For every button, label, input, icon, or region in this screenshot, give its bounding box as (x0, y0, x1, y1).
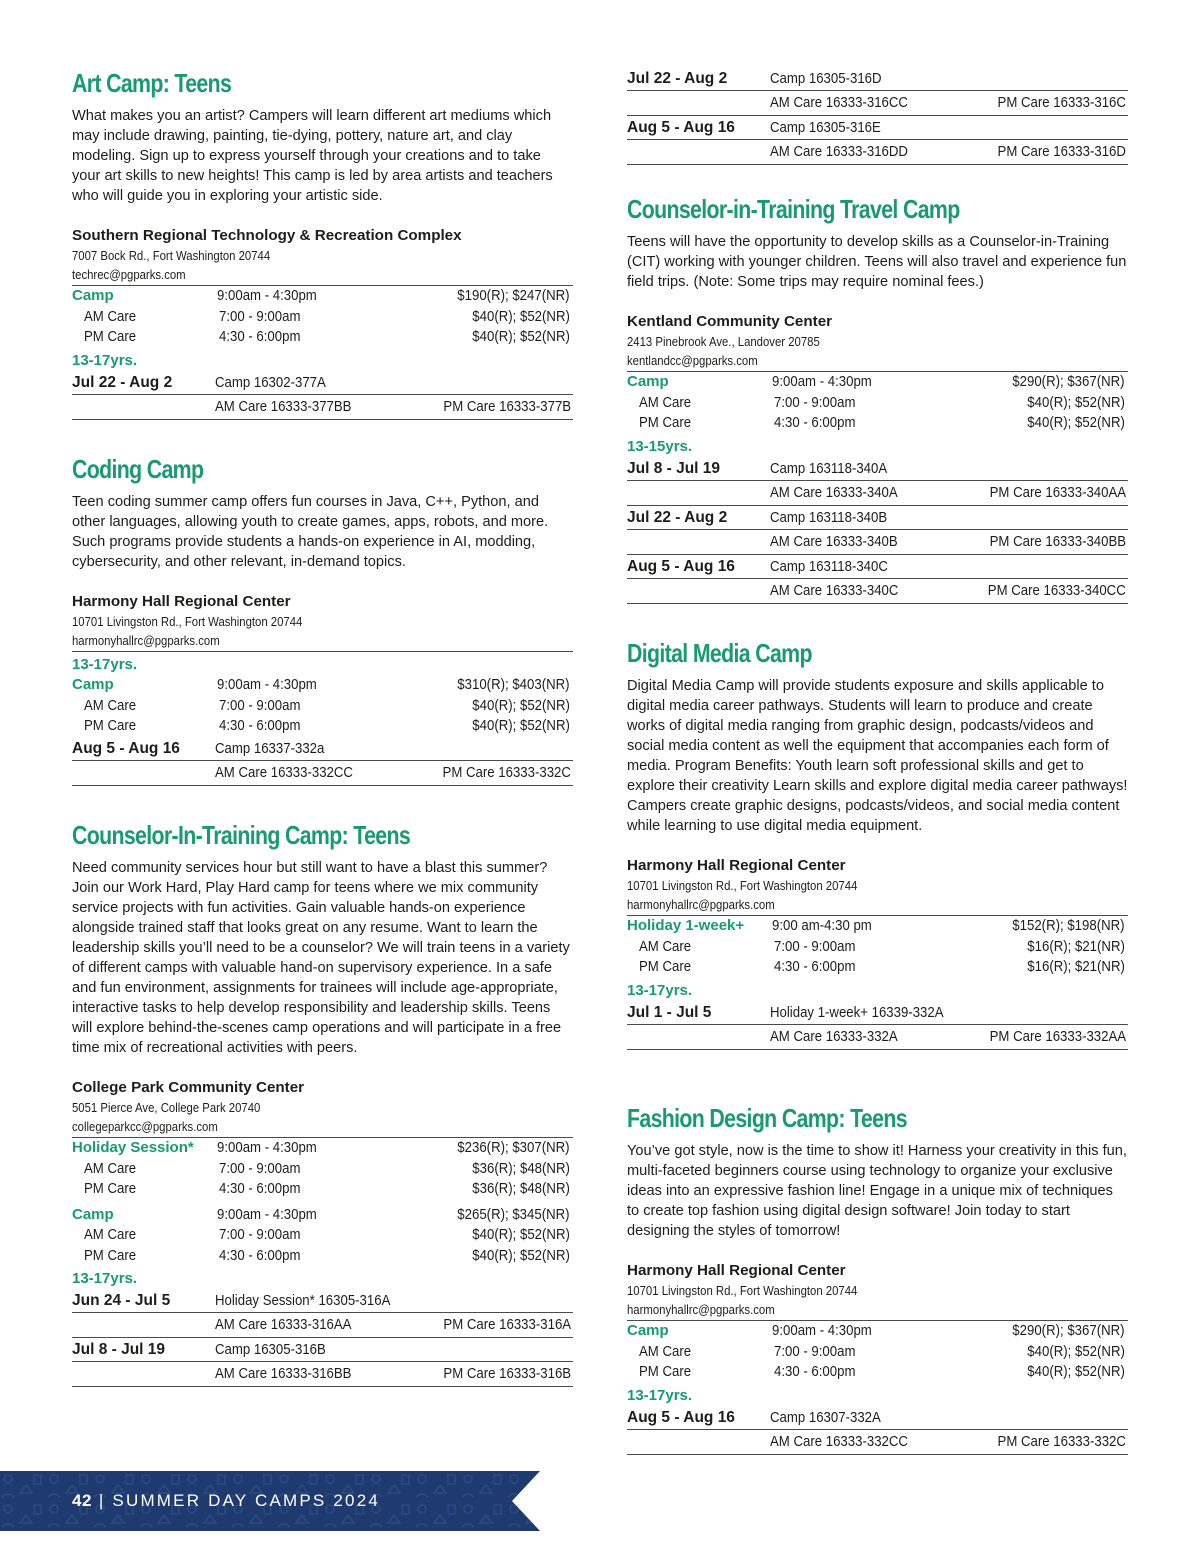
fee-label: PM Care (84, 1180, 137, 1197)
section-description: Teen coding summer camp offers fun courses in Java, C++, Python, and other languages, allowing youth to create games, apps, robots, and more. Such programs provide students a hands-on experience in AI, modding, cybersecurity, and other relevant, in-demand topics. (72, 494, 549, 570)
location-name: Kentland Community Center (627, 313, 833, 330)
cit-travel-camp-section (627, 192, 1128, 604)
session-date: Jul 22 - Aug 2 (627, 508, 728, 526)
fee-row (627, 957, 1128, 978)
fee-time: 4:30 - 6:00pm (219, 328, 301, 345)
schedule-table (627, 915, 1128, 1050)
fee-time: 9:00am - 4:30pm (772, 1322, 872, 1339)
page-number: 42 (72, 1491, 92, 1510)
age-range: 13-17yrs. (627, 981, 693, 999)
fee-time: 9:00am - 4:30pm (217, 1205, 317, 1223)
fee-row (72, 286, 573, 307)
fee-amount: $190(R); $247(NR) (457, 287, 570, 304)
session-code: Camp 16307-332A (770, 1408, 881, 1426)
location-name: Harmony Hall Regional Center (627, 857, 846, 874)
pm-care-code: PM Care 16333-332C (442, 763, 571, 781)
session-row (627, 457, 1128, 481)
schedule-table (627, 371, 1128, 604)
care-codes-row (627, 530, 1128, 555)
fee-label: AM Care (84, 307, 137, 325)
session-code: Camp 16337-332a (215, 739, 325, 757)
session-date: Jun 24 - Jul 5 (72, 1292, 171, 1309)
care-codes-row (72, 1313, 573, 1338)
fee-row (627, 916, 1128, 937)
schedule-table (627, 1320, 1128, 1455)
location-name: Harmony Hall Regional Center (72, 593, 291, 610)
coding-camp-section (72, 452, 573, 786)
fee-label: AM Care (639, 937, 692, 955)
am-care-code: AM Care 16333-316CC (770, 94, 908, 111)
fee-time: 4:30 - 6:00pm (219, 717, 301, 734)
fee-amount: $290(R); $367(NR) (1012, 1322, 1125, 1339)
care-codes-row (627, 579, 1128, 604)
fee-time: 4:30 - 6:00pm (774, 958, 856, 975)
fee-amount: $40(R); $52(NR) (472, 717, 570, 734)
fee-label: PM Care (84, 328, 137, 345)
footer-text (72, 1491, 380, 1511)
care-codes-row (627, 140, 1128, 165)
footer-separator: | (98, 1491, 106, 1510)
fee-time: 7:00 - 9:00am (219, 307, 301, 325)
fee-label: Camp (72, 287, 114, 304)
session-code: Camp 163118-340A (770, 459, 888, 477)
am-care-code: AM Care 16333-316BB (215, 1365, 352, 1382)
fee-row (627, 393, 1128, 414)
care-codes-row (627, 481, 1128, 506)
fee-label: Camp (72, 676, 114, 693)
fee-row (627, 1342, 1128, 1363)
fee-time: 9:00am - 4:30pm (217, 1139, 317, 1156)
fee-label: AM Care (84, 1226, 137, 1243)
pm-care-code: PM Care 16333-316C (997, 94, 1126, 111)
session-date: Aug 5 - Aug 16 (72, 739, 180, 757)
pm-care-code: PM Care 16333-316D (997, 143, 1126, 160)
location-name: College Park Community Center (72, 1079, 305, 1096)
pm-care-code: PM Care 16333-377B (443, 397, 571, 415)
age-range: 13-17yrs. (72, 1270, 138, 1287)
publication-title: SUMMER DAY CAMPS 2024 (112, 1491, 381, 1510)
session-row (627, 116, 1128, 140)
fee-time: 4:30 - 6:00pm (219, 1180, 301, 1197)
section-description: What makes you an artist? Campers will learn different art mediums which may include drawing, painting, tie-dying, pottery, nature art, and clay modeling. Sign up to express yourself through your creations and to take your art skills to new heights! This camp is led by area artists and teachers who will guide you in exploring your artistic side. (72, 108, 553, 204)
art-camp-section (72, 66, 573, 420)
session-date: Jul 22 - Aug 2 (72, 373, 173, 391)
fee-row (72, 1205, 573, 1226)
care-codes-row (627, 1025, 1128, 1050)
digital-media-camp-section (627, 636, 1128, 1050)
fee-time: 4:30 - 6:00pm (774, 1363, 856, 1380)
fee-label: Holiday 1-week+ (627, 917, 745, 934)
fee-label: PM Care (639, 414, 692, 431)
fee-row (627, 1362, 1128, 1383)
session-row (627, 1001, 1128, 1025)
fee-amount: $36(R); $48(NR) (472, 1159, 570, 1177)
location-name: Harmony Hall Regional Center (627, 1262, 846, 1279)
pm-care-code: PM Care 16333-340CC (988, 581, 1126, 599)
location-email[interactable]: harmonyhallrc@pgparks.com (627, 1302, 775, 1317)
fee-label: Holiday Session* (72, 1139, 194, 1156)
fee-row (627, 372, 1128, 393)
fee-amount: $236(R); $307(NR) (457, 1139, 570, 1156)
fee-label: PM Care (639, 958, 692, 975)
fee-amount: $40(R); $52(NR) (1027, 414, 1125, 431)
fee-time: 7:00 - 9:00am (219, 1226, 301, 1243)
fee-row (72, 1179, 573, 1200)
fee-time: 9:00 am-4:30 pm (772, 917, 872, 934)
fee-amount: $40(R); $52(NR) (472, 1226, 570, 1243)
fee-row (72, 1225, 573, 1246)
session-code: Camp 16305-316E (770, 119, 881, 136)
am-care-code: AM Care 16333-340A (770, 483, 898, 501)
location-address: 10701 Livingston Rd., Fort Washington 20744 (72, 614, 303, 629)
session-row (72, 1338, 573, 1362)
fee-amount: $310(R); $403(NR) (457, 676, 570, 693)
fee-amount: $290(R); $367(NR) (1012, 373, 1125, 390)
fee-time: 4:30 - 6:00pm (219, 1246, 301, 1264)
fee-row (72, 716, 573, 737)
fee-amount: $40(R); $52(NR) (1027, 1363, 1125, 1380)
pm-care-code: PM Care 16333-332C (997, 1432, 1126, 1450)
am-care-code: AM Care 16333-340B (770, 532, 898, 550)
session-row (72, 371, 573, 395)
fee-label: AM Care (84, 1159, 137, 1177)
fee-row (72, 1159, 573, 1180)
fee-amount: $40(R); $52(NR) (1027, 393, 1125, 411)
session-code: Holiday Session* 16305-316A (215, 1292, 391, 1309)
fee-amount: $152(R); $198(NR) (1012, 917, 1125, 934)
fee-row (72, 1138, 573, 1159)
section-description: Digital Media Camp will provide students exposure and skills applicable to digital media career pathways. Students will learn to produce and create works of digital media ranging from graphic design, podcasts/videos and social media content as well the equipment that accompanies each form of media. Program Benefits: Youth learn soft professional skills and get to explore their creativity Learn skills and explore digital media career pathways! Campers create graphic designs, podcasts/videos, and social media content while learning to use digital media equipment. (627, 678, 1128, 834)
section-title: Counselor-In-Training Camp: Teens (72, 820, 411, 850)
fee-amount: $265(R); $345(NR) (457, 1205, 570, 1223)
fee-label: PM Care (84, 717, 137, 734)
session-row (627, 506, 1128, 530)
section-description: You’ve got style, now is the time to show it! Harness your creativity in this fun, multi-faceted beginners course using technology to organize your exclusive ideas into an expressive fashion line! Engage in a unique mix of techniques to create top fashion using digital design software! Join today to start designing the styles of tomorrow! (627, 1143, 1127, 1239)
fee-time: 9:00am - 4:30pm (217, 676, 317, 693)
location-name: Southern Regional Technology & Recreation Complex (72, 227, 462, 244)
location-email[interactable]: techrec@pgparks.com (72, 267, 186, 282)
pm-care-code: PM Care 16333-332AA (989, 1027, 1126, 1045)
schedule-table (72, 1137, 573, 1387)
session-code: Camp 16305-316D (770, 70, 882, 87)
fee-label: Camp (72, 1205, 114, 1223)
age-range: 13-15yrs. (627, 437, 693, 455)
am-care-code: AM Care 16333-377BB (215, 397, 352, 415)
care-codes-row (627, 91, 1128, 116)
fee-amount: $40(R); $52(NR) (472, 696, 570, 714)
fee-amount: $40(R); $52(NR) (1027, 1342, 1125, 1360)
session-date: Aug 5 - Aug 16 (627, 119, 735, 136)
fee-label: PM Care (84, 1246, 137, 1264)
fee-label: Camp (627, 1322, 669, 1339)
session-row (72, 1289, 573, 1313)
session-date: Jul 8 - Jul 19 (627, 459, 721, 477)
care-codes-row (627, 1430, 1128, 1455)
session-date: Jul 22 - Aug 2 (627, 70, 728, 87)
location-email[interactable]: harmonyhallrc@pgparks.com (627, 897, 775, 912)
section-description: Need community services hour but still want to have a blast this summer? Join our Work Hard, Play Hard camp for teens where we mix community service projects with fun activities. Gain valuable hands-on experience alongside trained staff that looks great on any resume. Want to learn the leadership skills you’ll need to be a counselor? We will train teens in a variety of different camps with valuable hand-on supervisory experience. In a safe and fun environment, assignments for trainees will include age-appropriate, interactive tasks to help develop responsibility and leadership skills. Teens will explore behind-the-scenes camp operations and will participate in a free time mix of recreational activities with peers. (72, 860, 570, 1056)
pm-care-code: PM Care 16333-316B (443, 1365, 571, 1382)
fee-label: AM Care (639, 393, 692, 411)
session-row (627, 555, 1128, 579)
section-title: Coding Camp (72, 454, 204, 484)
am-care-code: AM Care 16333-340C (770, 581, 899, 599)
session-row (627, 1406, 1128, 1430)
fee-row (72, 307, 573, 328)
fee-row (72, 675, 573, 696)
care-codes-row (72, 395, 573, 420)
am-care-code: AM Care 16333-332CC (770, 1432, 908, 1450)
location-email[interactable]: collegeparkcc@pgparks.com (72, 1119, 218, 1134)
location-address: 7007 Bock Rd., Fort Washington 20744 (72, 248, 271, 263)
section-title: Counselor-in-Training Travel Camp (627, 194, 960, 224)
am-care-code: AM Care 16333-316DD (770, 143, 908, 160)
fee-label: Camp (627, 373, 669, 390)
session-code: Camp 163118-340B (770, 508, 888, 526)
session-date: Aug 5 - Aug 16 (627, 557, 735, 575)
schedule-table (72, 285, 573, 420)
fee-amount: $40(R); $52(NR) (472, 307, 570, 325)
fee-label: AM Care (639, 1342, 692, 1360)
location-address: 10701 Livingston Rd., Fort Washington 20744 (627, 878, 858, 893)
fee-time: 7:00 - 9:00am (774, 1342, 856, 1360)
fee-time: 7:00 - 9:00am (219, 1159, 301, 1177)
section-title: Fashion Design Camp: Teens (627, 1103, 907, 1133)
pm-care-code: PM Care 16333-316A (443, 1316, 571, 1333)
session-code: Holiday 1-week+ 16339-332A (770, 1003, 944, 1021)
location-email[interactable]: harmonyhallrc@pgparks.com (72, 633, 220, 648)
fee-amount: $40(R); $52(NR) (472, 328, 570, 345)
session-date: Jul 8 - Jul 19 (72, 1341, 166, 1358)
session-row (627, 67, 1128, 91)
age-range: 13-17yrs. (72, 351, 138, 369)
fee-label: AM Care (84, 696, 137, 714)
age-range: 13-17yrs. (72, 656, 138, 673)
fashion-design-camp-section (627, 1101, 1128, 1455)
location-address: 2413 Pinebrook Ave., Landover 20785 (627, 334, 820, 349)
pm-care-code: PM Care 16333-340AA (989, 483, 1126, 501)
section-description: Teens will have the opportunity to develop skills as a Counselor-in-Training (CIT) working with younger children. Teens will also travel and experience fun field trips. (Note: Some trips may require nominal fees.) (627, 234, 1127, 290)
fee-time: 7:00 - 9:00am (219, 696, 301, 714)
am-care-code: AM Care 16333-316AA (215, 1316, 352, 1333)
am-care-code: AM Care 16333-332CC (215, 763, 353, 781)
location-address: 5051 Pierce Ave, College Park 20740 (72, 1100, 261, 1115)
location-address: 10701 Livingston Rd., Fort Washington 20744 (627, 1283, 858, 1298)
section-title: Art Camp: Teens (72, 68, 232, 98)
am-care-code: AM Care 16333-332A (770, 1027, 898, 1045)
fee-amount: $16(R); $21(NR) (1027, 958, 1125, 975)
care-codes-row (72, 761, 573, 786)
fee-row (627, 937, 1128, 958)
fee-row (627, 1321, 1128, 1342)
section-title: Digital Media Camp (627, 638, 812, 668)
fee-row (627, 413, 1128, 434)
fee-time: 7:00 - 9:00am (774, 393, 856, 411)
fee-time: 4:30 - 6:00pm (774, 414, 856, 431)
fee-label: PM Care (639, 1363, 692, 1380)
fee-row (72, 1246, 573, 1267)
session-code: Camp 16305-316B (215, 1341, 326, 1358)
schedule-table (72, 651, 573, 786)
cit-camp-section (72, 818, 573, 1387)
session-code: Camp 16302-377A (215, 373, 326, 391)
cit-camp-continued (627, 67, 1128, 165)
fee-amount: $16(R); $21(NR) (1027, 937, 1125, 955)
session-date: Aug 5 - Aug 16 (627, 1408, 735, 1426)
fee-amount: $36(R); $48(NR) (472, 1180, 570, 1197)
footer-banner (0, 1471, 540, 1531)
fee-time: 7:00 - 9:00am (774, 937, 856, 955)
fee-time: 9:00am - 4:30pm (772, 373, 872, 390)
pm-care-code: PM Care 16333-340BB (989, 532, 1126, 550)
fee-amount: $40(R); $52(NR) (472, 1246, 570, 1264)
session-row (72, 737, 573, 761)
fee-row (72, 696, 573, 717)
care-codes-row (72, 1362, 573, 1387)
location-email[interactable]: kentlandcc@pgparks.com (627, 353, 758, 368)
session-code: Camp 163118-340C (770, 557, 888, 575)
fee-row (72, 327, 573, 348)
age-range: 13-17yrs. (627, 1386, 693, 1404)
fee-time: 9:00am - 4:30pm (217, 287, 317, 304)
session-date: Jul 1 - Jul 5 (627, 1003, 712, 1021)
